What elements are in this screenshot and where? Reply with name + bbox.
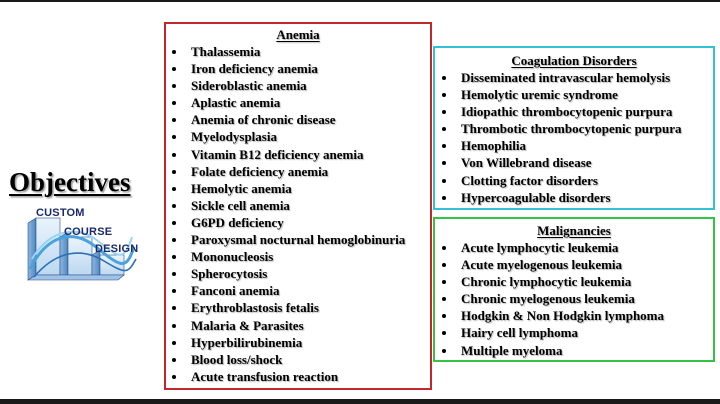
slide-top-border: [0, 0, 720, 2]
anemia-heading: Anemia: [276, 27, 320, 42]
slide-bottom-border: [0, 399, 720, 404]
bullet-icon: [172, 118, 176, 122]
custom-course-design-logo: [26, 207, 141, 282]
list-item-label: Sickle cell anemia: [191, 197, 290, 213]
logo-word-custom: CUSTOM: [36, 207, 85, 219]
coagulation-heading: Coagulation Disorders: [511, 53, 637, 68]
list-item: [166, 317, 430, 334]
list-item-label: Hodgkin & Non Hodgkin lymphoma: [461, 308, 665, 324]
list-item: [435, 273, 713, 290]
bullet-icon: [172, 187, 176, 191]
bullet-icon: [442, 144, 446, 148]
bullet-icon: [442, 76, 446, 80]
list-item-label: Mononucleosis: [191, 249, 274, 265]
bullet-icon: [442, 127, 446, 131]
bullet-icon: [172, 50, 176, 54]
list-item-label: Thrombotic thrombocytopenic purpura: [461, 121, 682, 137]
list-item-label: Clotting factor disorders: [461, 172, 598, 188]
bullet-icon: [442, 196, 446, 200]
malignancies-list: [435, 239, 713, 359]
list-item: [166, 351, 430, 368]
list-item: [435, 256, 713, 273]
list-item: [435, 103, 713, 120]
bullet-icon: [172, 84, 176, 88]
list-item-label: Thalassemia: [191, 44, 261, 59]
list-item-label: Malaria & Parasites: [191, 317, 304, 333]
list-item-label: Hyperbilirubinemia: [191, 334, 303, 350]
bullet-icon: [442, 93, 446, 97]
bullet-icon: [442, 161, 446, 165]
bullet-icon: [172, 324, 176, 328]
list-item: [166, 94, 430, 111]
list-item: [166, 368, 430, 385]
bullet-icon: [442, 179, 446, 183]
bullet-icon: [172, 204, 176, 208]
bullet-icon: [442, 297, 446, 301]
list-item-label: Multiple myeloma: [461, 342, 563, 358]
list-item: [166, 111, 430, 128]
bullet-icon: [442, 349, 446, 353]
list-item-label: Chronic myelogenous leukemia: [461, 291, 635, 307]
logo-word-design: DESIGN: [95, 243, 139, 255]
coagulation-list: [435, 69, 713, 206]
coagulation-disorders-box: [433, 46, 715, 210]
list-item-label: Hemolytic uremic syndrome: [461, 87, 618, 103]
bullet-icon: [442, 246, 446, 250]
bullet-icon: [172, 358, 176, 362]
bullet-icon: [172, 341, 176, 345]
list-item: [166, 77, 430, 94]
bullet-icon: [172, 238, 176, 242]
list-item-label: Hemolytic anemia: [191, 180, 292, 196]
bullet-icon: [172, 101, 176, 105]
bullet-icon: [172, 170, 176, 174]
list-item: [166, 299, 430, 316]
list-item: [166, 334, 430, 351]
logo-word-course: COURSE: [64, 226, 113, 238]
list-item: [166, 43, 430, 60]
list-item-label: Acute transfusion reaction: [191, 368, 339, 384]
list-item-label: Chronic lymphocytic leukemia: [461, 274, 632, 290]
list-item: [166, 265, 430, 282]
list-item-label: G6PD deficiency: [191, 214, 284, 230]
list-item-label: Disseminated intravascular hemolysis: [461, 70, 671, 85]
list-item: [435, 342, 713, 359]
list-item: [166, 60, 430, 77]
list-item: [166, 180, 430, 197]
list-item: [435, 69, 713, 86]
list-item-label: Acute myelogenous leukemia: [461, 257, 623, 273]
bullet-icon: [172, 221, 176, 225]
list-item-label: Folate deficiency anemia: [191, 163, 329, 179]
list-item: [435, 307, 713, 324]
list-item: [435, 137, 713, 154]
list-item-label: Erythroblastosis fetalis: [191, 300, 319, 316]
list-item: [435, 154, 713, 171]
list-item: [166, 163, 430, 180]
list-item-label: Paroxysmal nocturnal hemoglobinuria: [191, 232, 406, 248]
bullet-icon: [442, 314, 446, 318]
list-item: [166, 214, 430, 231]
bullet-icon: [442, 263, 446, 267]
list-item: [435, 324, 713, 341]
malignancies-box: [433, 217, 715, 362]
list-item: [166, 231, 430, 248]
list-item-label: Acute lymphocytic leukemia: [461, 240, 619, 255]
list-item-label: Hairy cell lymphoma: [461, 325, 578, 341]
bullet-icon: [442, 280, 446, 284]
list-item-label: Spherocytosis: [191, 266, 268, 282]
list-item: [435, 189, 713, 206]
list-item: [435, 120, 713, 137]
list-item: [166, 197, 430, 214]
anemia-box: [164, 22, 432, 390]
list-item-label: Hemophilia: [461, 138, 527, 154]
slide-title: Objectives: [9, 167, 131, 197]
list-item: [166, 128, 430, 145]
list-item-label: Vitamin B12 deficiency anemia: [191, 146, 364, 162]
list-item: [435, 172, 713, 189]
list-item-label: Hypercoagulable disorders: [461, 189, 611, 205]
list-item-label: Idiopathic thrombocytopenic purpura: [461, 104, 673, 120]
bullet-icon: [442, 331, 446, 335]
list-item-label: Blood loss/shock: [191, 351, 283, 367]
list-item: [166, 282, 430, 299]
list-item-label: Aplastic anemia: [191, 95, 281, 111]
bullet-icon: [172, 135, 176, 139]
bullet-icon: [172, 272, 176, 276]
anemia-list: [166, 43, 430, 385]
list-item: [435, 86, 713, 103]
bullet-icon: [442, 110, 446, 114]
list-item-label: Anemia of chronic disease: [191, 112, 336, 128]
bullet-icon: [172, 289, 176, 293]
bullet-icon: [172, 255, 176, 259]
list-item: [166, 146, 430, 163]
list-item-label: Myelodysplasia: [191, 129, 277, 145]
bullet-icon: [172, 67, 176, 71]
list-item-label: Iron deficiency anemia: [191, 61, 318, 77]
bullet-icon: [172, 306, 176, 310]
bullet-icon: [172, 375, 176, 379]
list-item: [435, 239, 713, 256]
list-item: [435, 290, 713, 307]
malignancies-heading: Malignancies: [537, 223, 611, 238]
list-item-label: Von Willebrand disease: [461, 155, 592, 171]
list-item: [166, 248, 430, 265]
list-item-label: Sideroblastic anemia: [191, 78, 307, 94]
bullet-icon: [172, 153, 176, 157]
list-item-label: Fanconi anemia: [191, 283, 280, 299]
